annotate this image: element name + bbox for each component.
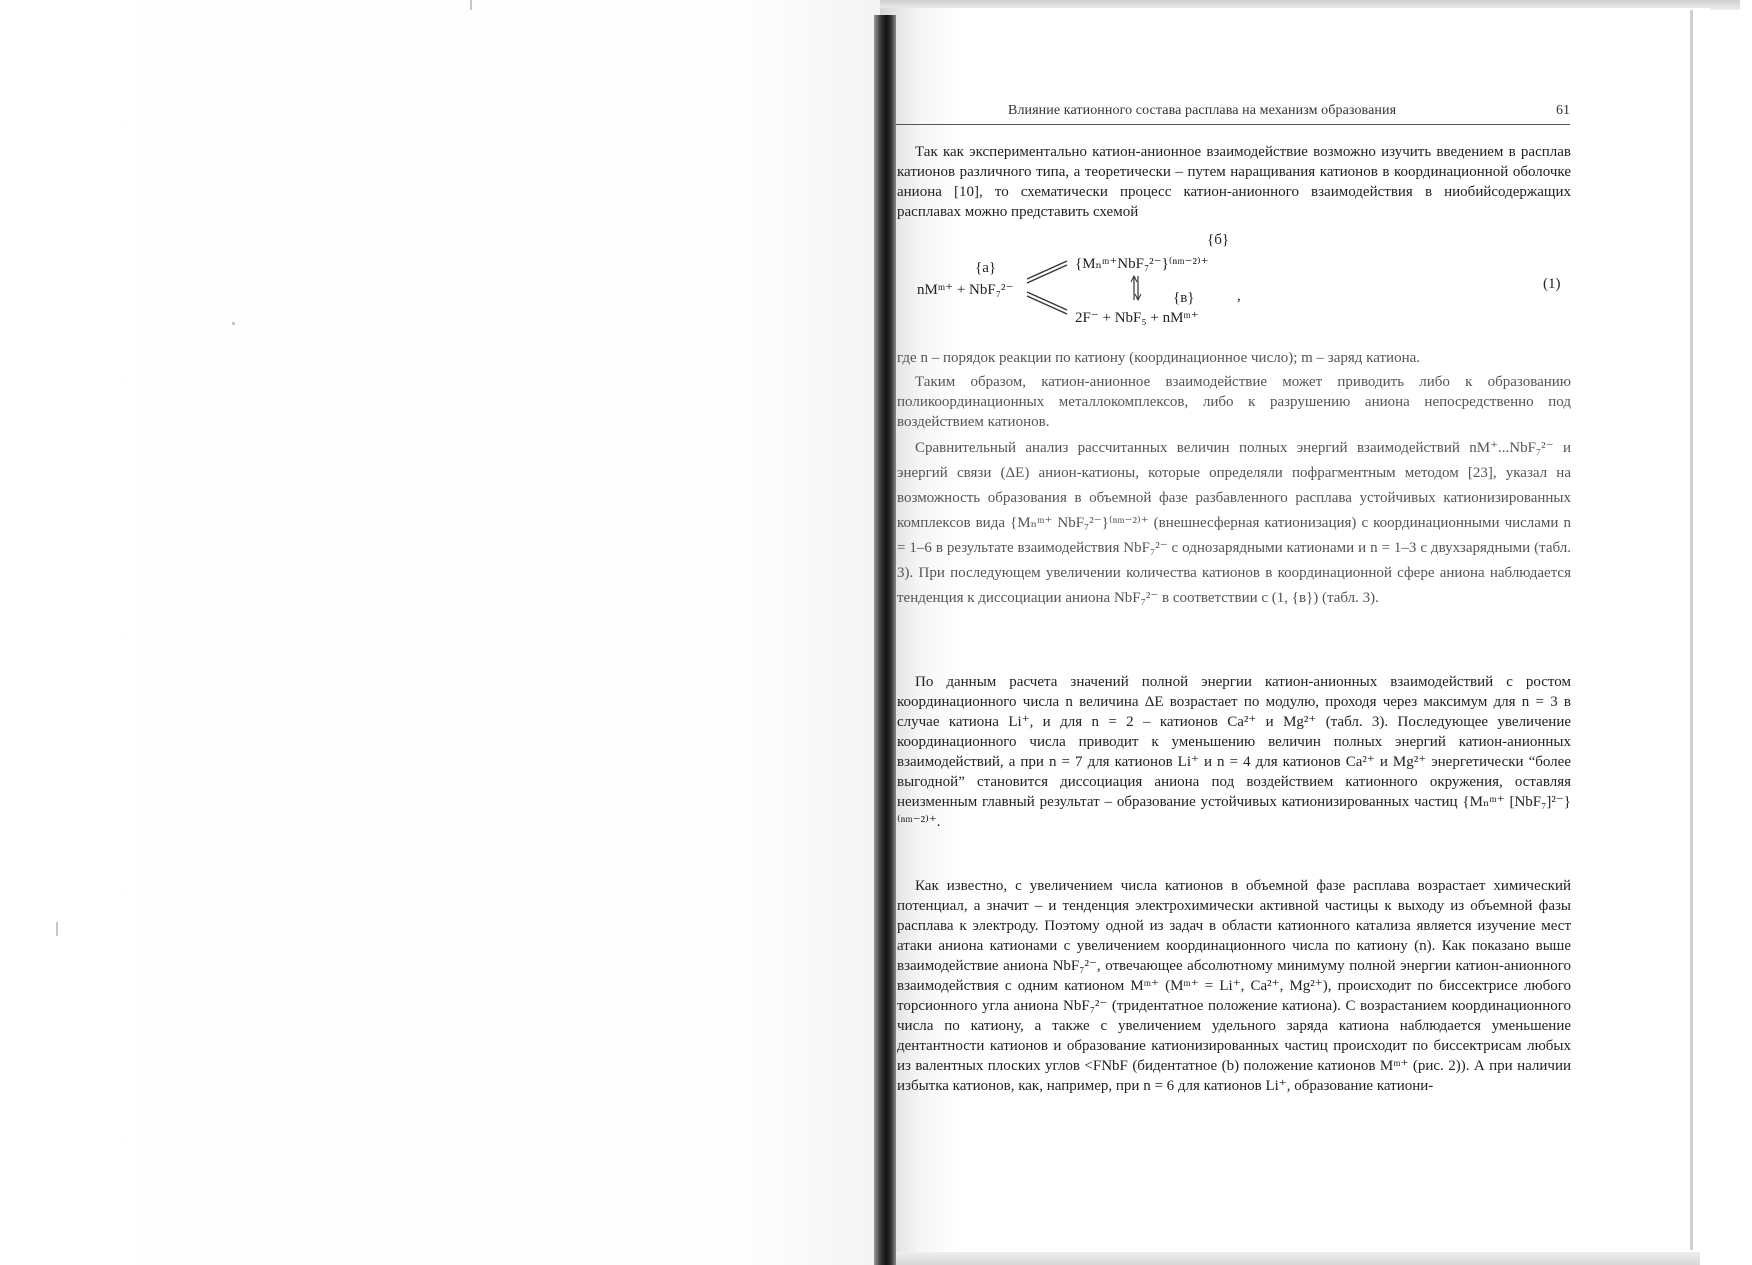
- paragraph-catalysis: Как известно, с увеличением числа катионов в объемной фазе расплава возрастает химический потенциал, а значит – и тенденция электрохимически активной частицы к выходу из объемной фазы расплава к электроду. Поэтому одной из задач в области катионного катализа является изучение мест атаки аниона катионами с увеличением координационного числа по катиону (n). Как показано выше взаимодействие аниона NbF₇²⁻, отвечающее абсолютному минимуму полной энергии катион-анионного взаимодействия с одним катионом Mᵐ⁺ (Mᵐ⁺ = Li⁺, Ca²⁺, Mg²⁺), происходит по биссектрисе любого торсионного угла аниона NbF₇²⁻ (тридентатное положение катиона). С возрастанием координационного числа по катиону, а также с увеличением удельного заряда катиона наблюдается уменьшение дентантности катионов и образование катионизированных частиц происходит по биссектрисам любых из валентных плоских углов <FNbF (бидентатное (b) положение катионов Mᵐ⁺ (рис. 2)). А при наличии избытка катионов, как, например, при n = 6 для катионов Li⁺, образование катиони-: [897, 878, 1571, 1094]
- scheme-label-b: {б}: [1207, 232, 1230, 248]
- scheme-comma: ,: [1237, 288, 1241, 304]
- scheme-reactant: nMᵐ⁺ + NbF₇²⁻: [917, 282, 1014, 298]
- book-spine: [874, 15, 896, 1265]
- running-title: Влияние катионного состава расплава на механизм образования: [1008, 103, 1397, 118]
- scheme-product-complex: {Mₙᵐ⁺NbF₇²⁻}⁽ⁿᵐ⁻²⁾⁺: [1075, 256, 1209, 272]
- scan-mark: [470, 0, 472, 10]
- paragraph-conclusion: Таким образом, катион-анионное взаимодействие может приводить либо к образованию поликоординационных металлокомплексов, либо к разрушению аниона непосредственно под воздействием катионов.: [897, 374, 1571, 430]
- equation-number: (1): [1543, 276, 1561, 292]
- paragraph-analysis: Сравнительный анализ рассчитанных величин полных энергий взаимодействий nM⁺...NbF₇²⁻ и энергий связи (ΔE) анион-катионы, которые определяли пофрагментным методом [23], указал на возможность образования в объемной фазе разбавленного расплава устойчивых катионизированных комплексов вида {Mₙᵐ⁺ NbF₇²⁻}⁽ⁿᵐ⁻²⁾⁺ (внешнесферная катионизация) с координационными числами n = 1–6 в результате взаимодействия NbF₇²⁻ с однозарядными катионами и n = 1–3 с двухзарядными (табл. 3). При последующем увеличении количества катионов в координационной сфере аниона наблюдается тенденция к диссоциации аниона NbF₇²⁻ в соответствии с (1, {в}) (табл. 3).: [897, 440, 1571, 606]
- reaction-scheme: [897, 232, 1571, 332]
- paragraph-calculation: По данным расчета значений полной энергии катион-анионных взаимодействий с ростом координационного числа n величина ΔE возрастает по модулю, проходя через максимум для n = 3 в случае катиона Li⁺, и для n = 2 – катионов Ca²⁺ и Mg²⁺ (табл. 3). Последующее увеличение координационного числа приводит к уменьшению величин полных энергий катион-анионных взаимодействий, а при n = 7 для катионов Li⁺ и n = 4 для катионов Ca²⁺ и Mg²⁺ энергетически “более выгодной” становится диссоциация аниона под воздействием катионного окружения, оставляя неизменным главный результат – образование устойчивых катионизированных частиц {Mₙᵐ⁺ [NbF₇]²⁻}⁽ⁿᵐ⁻²⁾⁺.: [897, 674, 1571, 830]
- scheme-label-v: {в}: [1173, 290, 1195, 306]
- scan-mark: [232, 322, 235, 325]
- page-bottom-edge: [880, 1252, 1700, 1265]
- running-header: [896, 100, 1570, 125]
- paragraph-definition: где n – порядок реакции по катиону (координационное число); m – заряд катиона.: [897, 350, 1421, 366]
- scheme-product-dissociation: 2F⁻ + NbF₅ + nMᵐ⁺: [1075, 310, 1199, 326]
- page-fore-edge: [1690, 10, 1693, 1250]
- page-number: 61: [1556, 103, 1570, 118]
- paragraph-intro: Так как экспериментально катион-анионное взаимодействие возможно изучить введением в расплав катионов различного типа, а теоретически – путем наращивания катионов в координационной оболочке аниона [10], то схематически процесс катион-анионного взаимодействия в ниобийсодержащих расплавах можно представить схемой: [897, 144, 1571, 220]
- scheme-label-a: {а}: [975, 260, 997, 276]
- scan-mark: [56, 922, 58, 936]
